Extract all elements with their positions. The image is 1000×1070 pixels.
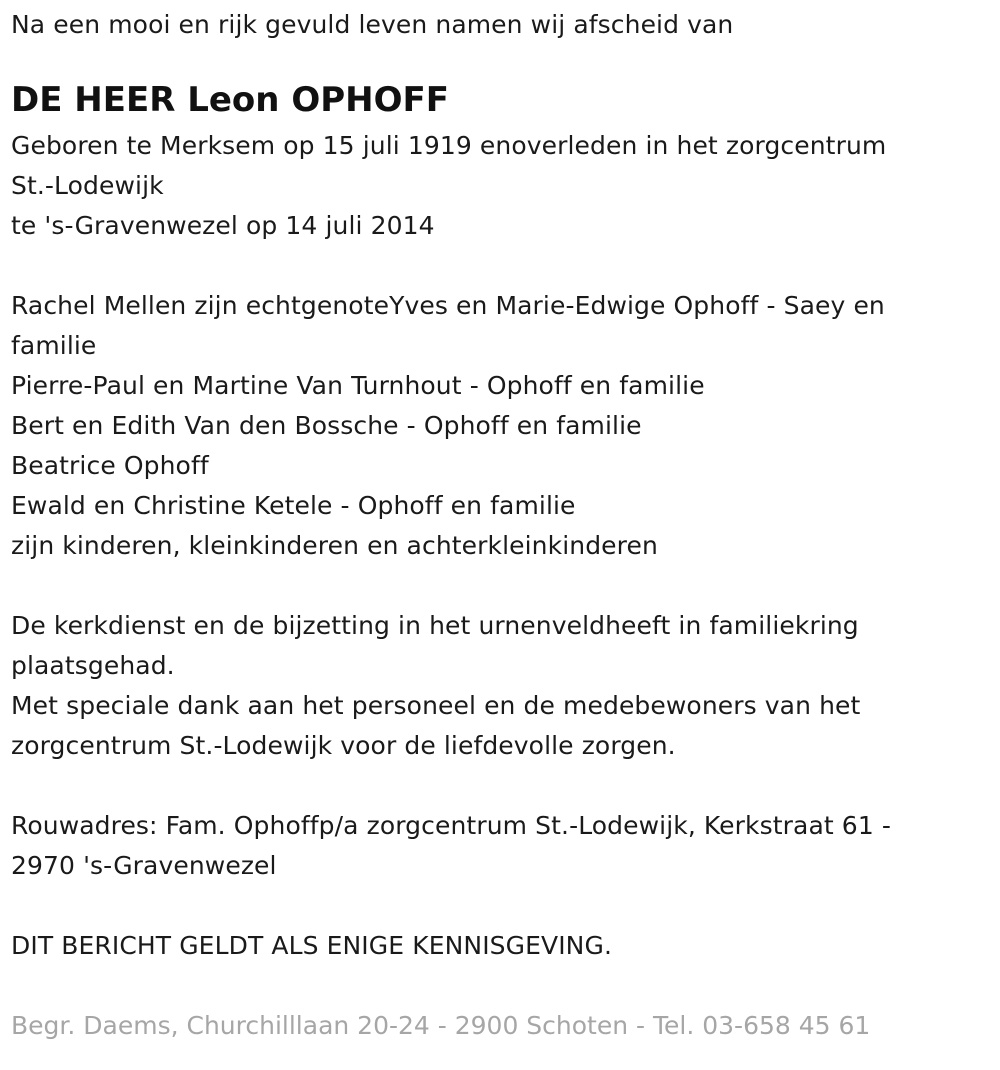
birth-line: Geboren te Merksem op 15 juli 1919 enoverleden in het zorgcentrum [11,131,887,160]
spacer [11,966,971,1006]
address-line: Rouwadres: Fam. Ophoffp/a zorgcentrum St.-Lodewijk, Kerkstraat 61 - [11,811,891,840]
family-line: Bert en Edith Van den Bossche - Ophoff en familie [11,411,642,440]
intro-text: Na een mooi en rijk gevuld leven namen wij afscheid van [11,10,734,39]
address-line: 2970 's-Gravenwezel [11,851,277,880]
family-line: zijn kinderen, kleinkinderen en achterkleinkinderen [11,531,658,560]
spacer [11,566,971,606]
birth-death-block [11,126,971,246]
service-line: plaatsgehad. [11,651,175,680]
closing-statement: DIT BERICHT GELDT ALS ENIGE KENNISGEVING. [11,931,612,960]
spacer [11,246,971,286]
spacer [11,886,971,926]
birth-line: St.-Lodewijk [11,171,164,200]
service-block [11,606,971,766]
deceased-name: DE HEER Leon OPHOFF [11,80,449,120]
service-line: zorgcentrum St.-Lodewijk voor de liefdevolle zorgen. [11,731,676,760]
family-block [11,286,971,566]
death-notice [11,0,971,1046]
undertaker-contact: Begr. Daems, Churchilllaan 20-24 - 2900 Schoten - Tel. 03-658 45 61 [11,1011,871,1040]
spacer [11,766,971,806]
service-line: De kerkdienst en de bijzetting in het urnenveldheeft in familiekring [11,611,859,640]
birth-line: te 's-Gravenwezel op 14 juli 2014 [11,211,435,240]
family-line: Rachel Mellen zijn echtgenoteYves en Marie-Edwige Ophoff - Saey en [11,291,885,320]
family-line: familie [11,331,97,360]
family-line: Beatrice Ophoff [11,451,209,480]
family-line: Ewald en Christine Ketele - Ophoff en familie [11,491,576,520]
spacer [11,46,971,74]
family-line: Pierre-Paul en Martine Van Turnhout - Ophoff en familie [11,371,705,400]
service-line: Met speciale dank aan het personeel en de medebewoners van het [11,691,861,720]
address-block [11,806,971,886]
